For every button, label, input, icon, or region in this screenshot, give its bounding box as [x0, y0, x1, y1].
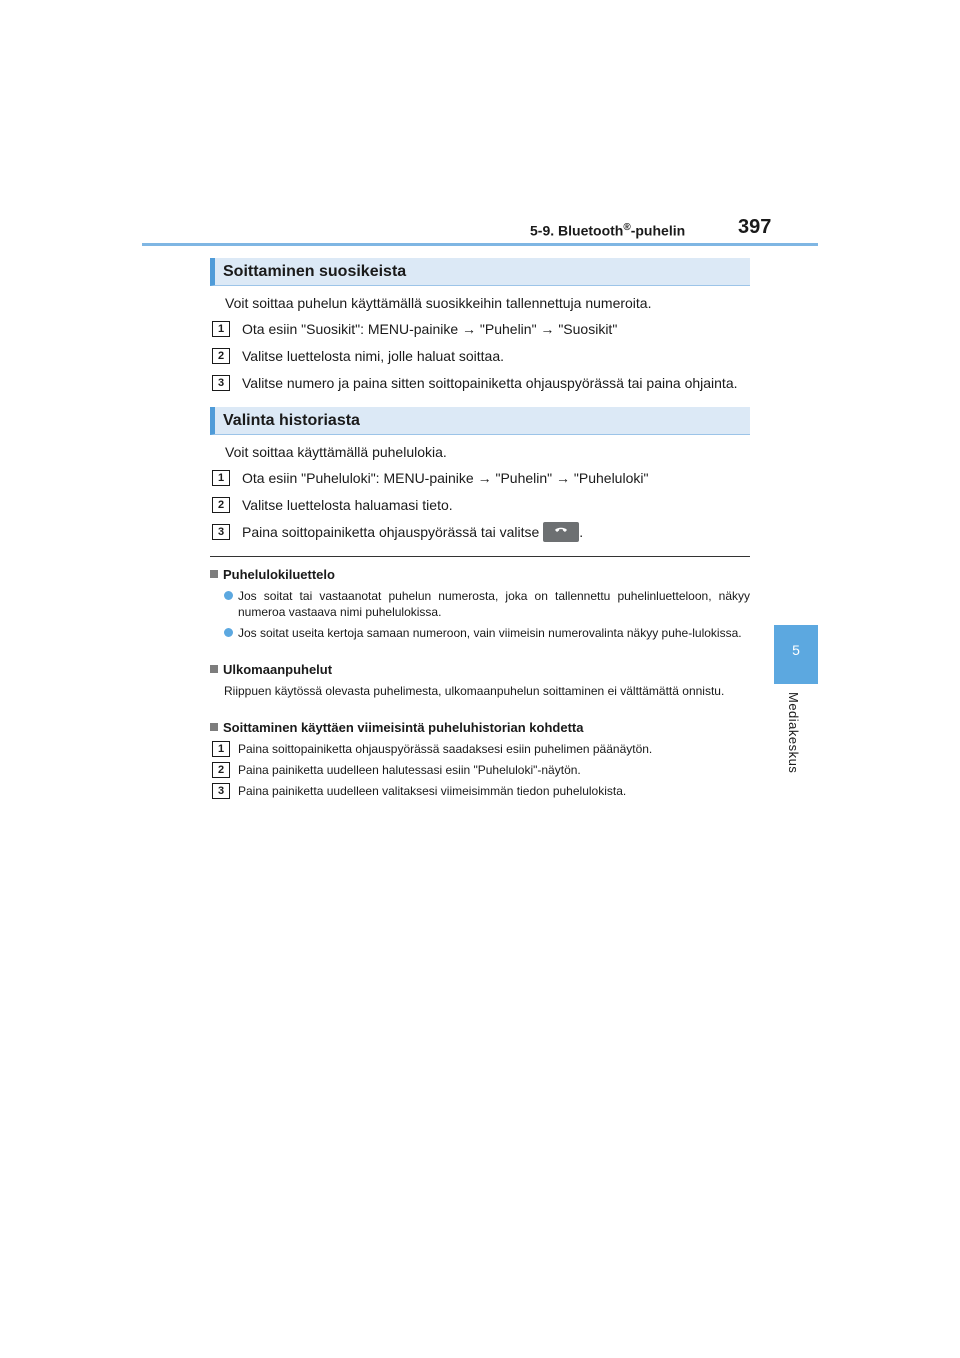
square-bullet-icon: [210, 723, 218, 731]
step-text: Valitse luettelosta haluamasi tieto.: [242, 497, 453, 513]
note-heading: Puhelulokiluettelo: [210, 567, 335, 582]
section-heading-favorites: Soittaminen suosikeista: [210, 258, 750, 286]
step-number: 3: [212, 783, 230, 799]
step-text: Paina painiketta uudelleen halutessasi esiin "Puheluloki"-näytön.: [238, 763, 581, 777]
square-bullet-icon: [210, 570, 218, 578]
notes-divider: [210, 556, 750, 557]
note-heading: Soittaminen käyttäen viimeisintä puheluhistorian kohdetta: [210, 720, 583, 735]
chapter-label: Mediakeskus: [786, 692, 801, 774]
step-number: 3: [212, 375, 230, 391]
phone-handset-icon: [543, 522, 579, 542]
step-number: 1: [212, 470, 230, 486]
section-intro: Voit soittaa käyttämällä puhelulokia.: [225, 444, 447, 460]
note-bullet: Jos soitat tai vastaanotat puhelun numerosta, joka on tallennettu puhelinluetteloon, näkyy numeroa vastaava nimi puhelulokissa.: [224, 588, 750, 620]
square-bullet-icon: [210, 665, 218, 673]
step-number: 3: [212, 524, 230, 540]
step-text: Paina painiketta uudelleen valitaksesi viimeisimmän tiedon puhelulokista.: [238, 784, 627, 798]
step-number: 2: [212, 762, 230, 778]
note-text: Riippuen käytössä olevasta puhelimesta, ulkomaanpuhelun soittaminen ei välttämättä onnistu.: [224, 684, 725, 698]
step-number: 1: [212, 741, 230, 757]
step-text: Ota esiin "Puheluloki": MENU-painike → "Puhelin" → "Puheluloki": [242, 470, 649, 486]
step-text: Valitse numero ja paina sitten soittopainiketta ohjauspyörässä tai paina ohjainta.: [242, 375, 738, 391]
note-bullet: Jos soitat useita kertoja samaan numeroon, vain viimeisin numerovalinta näkyy puhe-lulokissa.: [224, 625, 750, 641]
step-number: 1: [212, 321, 230, 337]
circle-bullet-icon: [224, 628, 233, 637]
step-text: Valitse luettelosta nimi, jolle haluat soittaa.: [242, 348, 504, 364]
page-number: 397: [738, 216, 772, 238]
step-number: 2: [212, 348, 230, 364]
step-text: Paina soittopainiketta ohjauspyörässä tai valitse .: [242, 522, 583, 543]
section-intro: Voit soittaa puhelun käyttämällä suosikkeihin tallennettuja numeroita.: [225, 295, 652, 311]
step-text: Paina soittopainiketta ohjauspyörässä saadaksesi esiin puhelimen päänäytön.: [238, 742, 653, 756]
step-number: 2: [212, 497, 230, 513]
note-heading: Ulkomaanpuhelut: [210, 662, 332, 677]
header-rule: [142, 243, 818, 246]
chapter-tab: 5: [774, 625, 818, 684]
section-title: 5-9. Bluetooth®-puhelin: [530, 222, 686, 239]
step-text: Ota esiin "Suosikit": MENU-painike → "Puhelin" → "Suosikit": [242, 321, 618, 337]
circle-bullet-icon: [224, 591, 233, 600]
section-heading-history: Valinta historiasta: [210, 407, 750, 435]
